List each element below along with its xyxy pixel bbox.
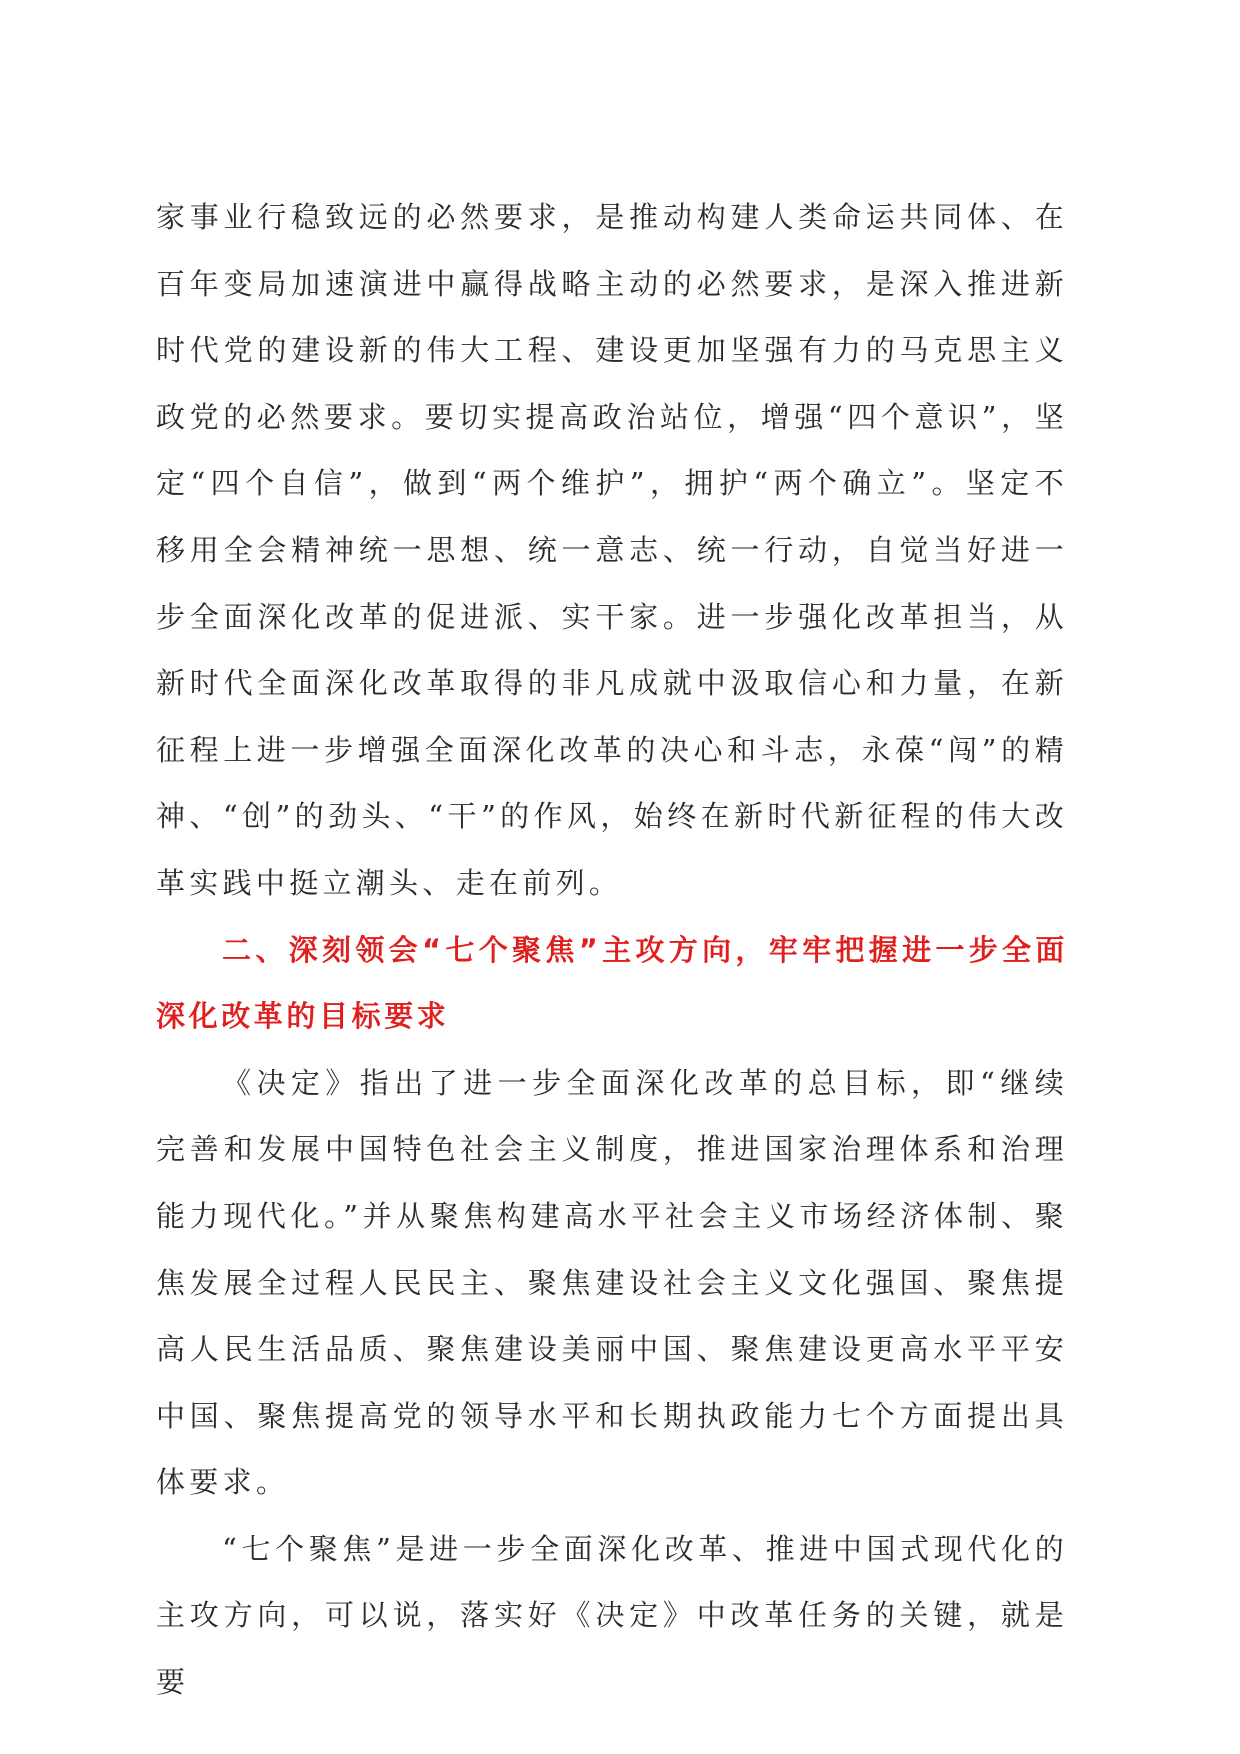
paragraph-continued: 家事业行稳致远的必然要求，是推动构建人类命运共同体、在百年变局加速演进中赢得战略主动的必然要求，是深入推进新时代党的建设新的伟大工程、建设更加坚强有力的马克思主义政党的必然要求。要切实提高政治站位，增强“四个意识”，坚定“四个自信”，做到“两个维护”，拥护“两个确立”。坚定不移用全会精神统一思想、统一意志、统一行动，自觉当好进一步全面深化改革的促进派、实干家。进一步强化改革担当，从新时代全面深化改革取得的非凡成就中汲取信心和力量，在新征程上进一步增强全面深化改革的决心和斗志，永葆“闯”的精神、“创”的劲头、“干”的作风，始终在新时代新征程的伟大改革实践中挺立潮头、走在前列。 [156, 200, 1068, 900]
paragraph-decision-goal: 《决定》指出了进一步全面深化改革的总目标，即“继续完善和发展中国特色社会主义制度，推进国家治理体系和治理能力现代化。”并从聚焦构建高水平社会主义市场经济体制、聚焦发展全过程人民民主、聚焦建设社会主义文化强国、聚焦提高人民生活品质、聚焦建设美丽中国、聚焦建设更高水平平安中国、聚焦提高党的领导水平和长期执政能力七个方面提出具体要求。 [156, 1065, 1068, 1500]
document-body [156, 184, 1068, 1716]
paragraph-seven-focus: “七个聚焦”是进一步全面深化改革、推进中国式现代化的主攻方向，可以说，落实好《决定》中改革任务的关键，就是要 [156, 1531, 1068, 1700]
section-heading-2: 二、深刻领会“七个聚焦”主攻方向，牢牢把握进一步全面深化改革的目标要求 [156, 932, 1068, 1034]
